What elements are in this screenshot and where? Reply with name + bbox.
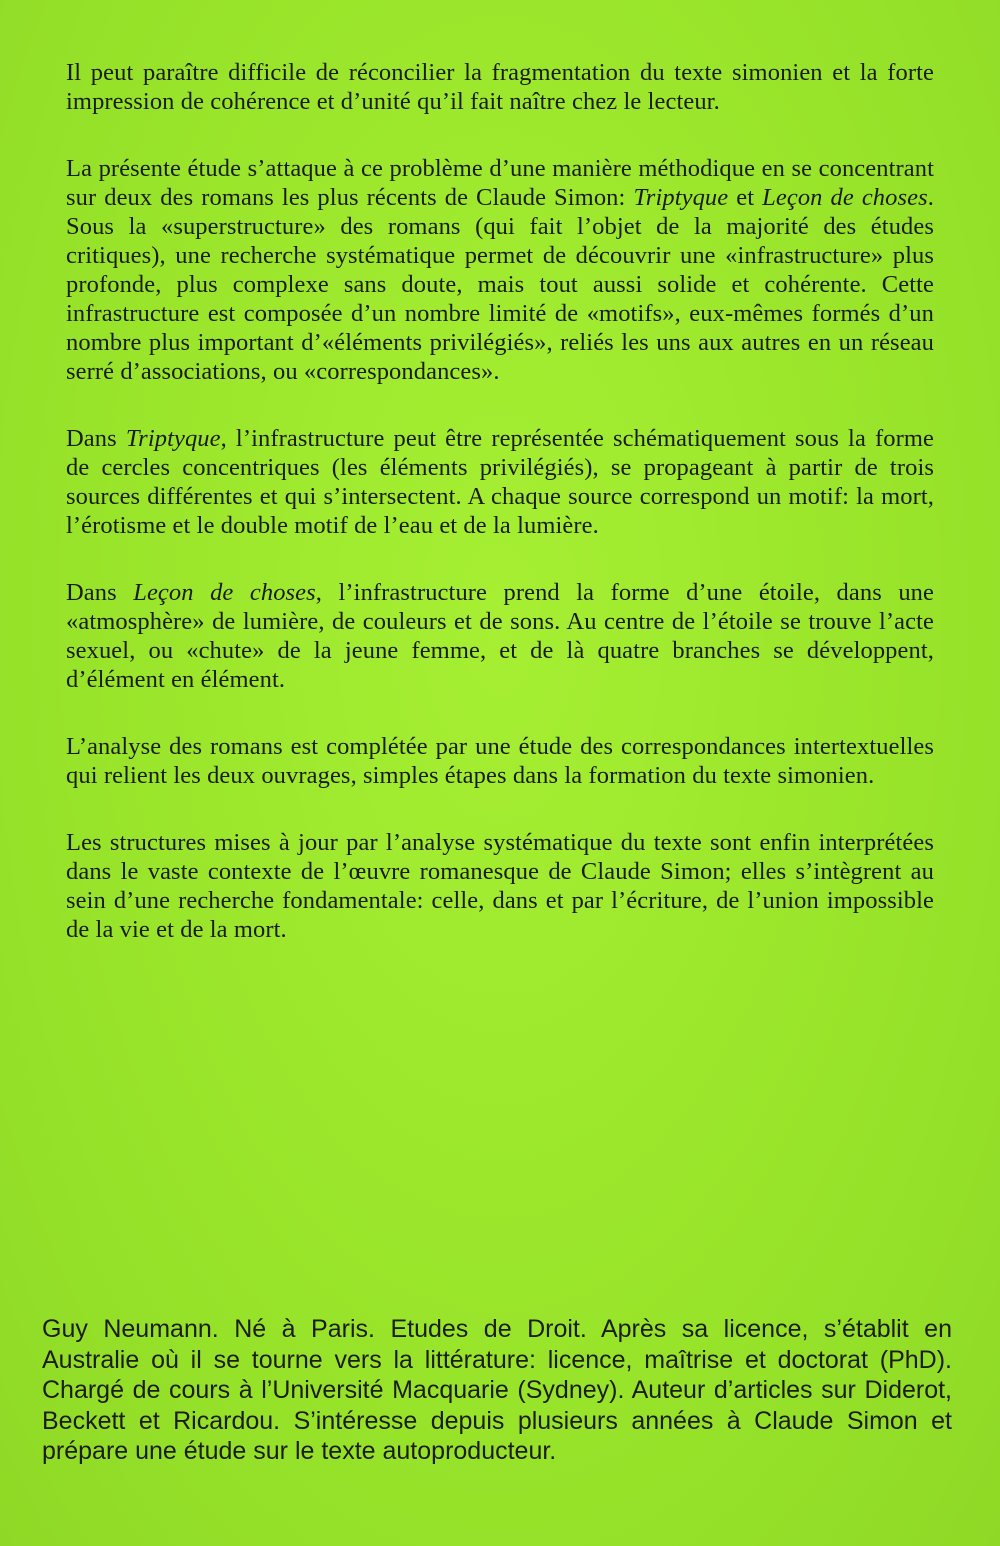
summary-text	[66, 58, 934, 982]
paragraph-text: Les structures mises à jour par l’analyse systématique du texte sont enfin interprétées dans le vaste contexte de l’œuvre romanesque de Claude Simon; elles s’intègrent au sein d’une recherche fondamentale: celle, dans et par l’écriture, de l’union impossible de la vie et de la mort.	[66, 829, 934, 943]
book-title: Leçon de choses	[762, 184, 928, 211]
paragraph-text: Il peut paraître difficile de réconcilier la fragmentation du texte simonien et la forte impression de cohérence et d’unité qu’il fait naître chez le lecteur.	[66, 59, 934, 115]
paragraph-text: et	[728, 184, 763, 211]
paragraph	[66, 732, 934, 790]
paragraph-text: , l’infrastructure prend la forme d’une étoile, dans une «atmosphère» de lumière, de couleurs et de sons. Au centre de l’étoile se trouve l’acte sexuel, ou «chute» de la jeune femme, et de là quatre branches se développent, d’élément en élément.	[66, 579, 934, 693]
book-title: Triptyque	[125, 425, 221, 452]
paragraph-text: , l’infrastructure peut être représentée schématiquement sous la forme de cercles concentriques (les éléments privilégiés), se propageant à partir de trois sources différentes et qui s’intersectent. A chaque source correspond un motif: la mort, l’érotisme et le double motif de l’eau et de la lumière.	[66, 425, 934, 539]
paragraph	[66, 578, 934, 694]
paragraph	[66, 58, 934, 116]
paragraph-text: La présente étude s’attaque à ce problème d’une manière méthodique en se concentrant sur deux des romans les plus récents de Claude Simon:	[66, 155, 934, 211]
paragraph	[66, 828, 934, 944]
author-bio: Guy Neumann. Né à Paris. Etudes de Droit. Après sa licence, s’établit en Australie où il se tourne vers la littérature: licence, maîtrise et doctorat (PhD). Chargé de cours à l’Université Macquarie (Sydney). Auteur d’articles sur Diderot, Beckett et Ricardou. S’intéresse depuis plusieurs années à Claude Simon et prépare une étude sur le texte autoproducteur.	[42, 1315, 952, 1465]
book-title: Leçon de choses	[133, 579, 316, 606]
paragraph-text: Dans	[66, 579, 134, 606]
paragraph-text: . Sous la «superstructure» des romans (qui fait l’objet de la majorité des études critiques), une recherche systématique permet de découvrir une «infrastructure» plus profonde, plus complexe sans doute, mais tout aussi solide et cohérente. Cette infrastructure est composée d’un nombre limité de «motifs», eux-mêmes formés d’un nombre plus important d’«éléments privilégiés», reliés les uns aux autres en un réseau serré d’associations, ou «correspondances».	[66, 184, 934, 385]
paragraph	[66, 424, 934, 540]
paragraph	[66, 154, 934, 386]
paragraph-text: Dans	[66, 425, 126, 452]
paragraph-text: L’analyse des romans est complétée par une étude des correspondances intertextuelles qui relient les deux ouvrages, simples étapes dans la formation du texte simonien.	[66, 733, 934, 789]
book-title: Triptyque	[633, 184, 729, 211]
